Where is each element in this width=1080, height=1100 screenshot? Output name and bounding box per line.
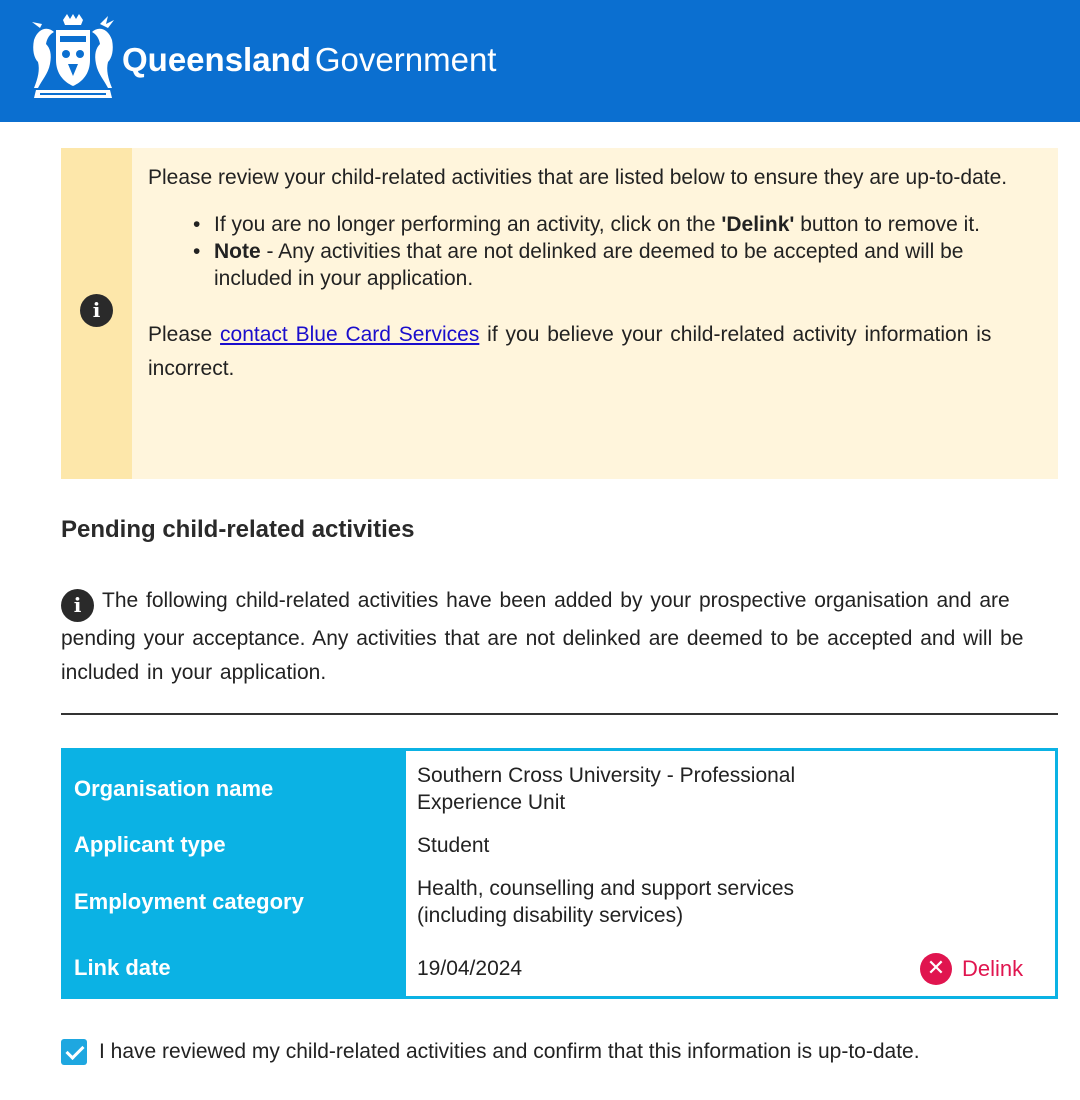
notice-body (148, 164, 1043, 386)
notice-list (214, 211, 1043, 292)
organisation-line-1: Southern Cross University - Professional (417, 764, 796, 787)
organisation-line-2: Experience Unit (417, 791, 566, 814)
queensland-coat-of-arms-icon[interactable] (28, 14, 118, 100)
value-link-date: 19/04/2024 (417, 957, 523, 980)
activity-card (61, 748, 1058, 999)
bullet1-bold: 'Delink' (721, 213, 795, 236)
bullet2-after: - Any activities that are not delinked are deemed to be accepted and will be included in your application. (214, 240, 964, 290)
notice-bullet-note (214, 238, 1043, 292)
label-employment-category: Employment category (74, 889, 304, 914)
bullet2-bold: Note (214, 240, 261, 263)
delink-button[interactable] (920, 953, 1023, 985)
brand-wordmark[interactable] (122, 40, 496, 80)
notice-contact (148, 318, 1043, 386)
confirm-label: I have reviewed my child-related activities and confirm that this information is up-to-date. (99, 1040, 920, 1063)
section-title: Pending child-related activities (61, 516, 415, 543)
notice-accent-bar (61, 148, 132, 479)
brand-regular: Government (314, 41, 497, 78)
notice-intro: Please review your child-related activities that are listed below to ensure they are up-to-date. (148, 166, 1008, 189)
employment-line-2: (including disability services) (417, 904, 684, 927)
delink-label: Delink (962, 956, 1024, 981)
pending-description-text: The following child-related activities have been added by your prospective organisation and are pending your acceptance. Any activities that are not delinked are deemed to be accepted and will be included in your application. (61, 589, 1024, 684)
contact-blue-card-link[interactable]: contact Blue Card Services (220, 323, 480, 346)
bullet1-after: button to remove it. (794, 213, 980, 236)
notice-bullet-delink (214, 211, 1043, 238)
info-icon: i (80, 294, 113, 327)
value-organisation-name (417, 762, 795, 816)
employment-line-1: Health, counselling and support services (417, 877, 795, 900)
confirm-review[interactable] (61, 1039, 920, 1065)
activity-labels-column (64, 751, 406, 996)
section-divider (61, 713, 1058, 715)
site-header (0, 0, 1080, 122)
close-circle-icon: ✕ (920, 953, 952, 985)
info-icon: i (61, 589, 94, 622)
value-applicant-type: Student (417, 834, 490, 857)
confirm-checkbox[interactable] (61, 1039, 87, 1065)
brand-bold: Queensland (122, 41, 311, 78)
label-link-date: Link date (74, 955, 171, 980)
contact-before: Please (148, 323, 221, 346)
label-applicant-type: Applicant type (74, 832, 226, 857)
pending-description (61, 584, 1051, 690)
value-employment-category (417, 875, 794, 929)
bullet1-before: If you are no longer performing an activity, click on the (214, 213, 722, 236)
label-organisation-name: Organisation name (74, 776, 274, 801)
review-notice (61, 148, 1058, 479)
contact-after: if you believe your child-related activity information is incorrect. (148, 323, 992, 380)
